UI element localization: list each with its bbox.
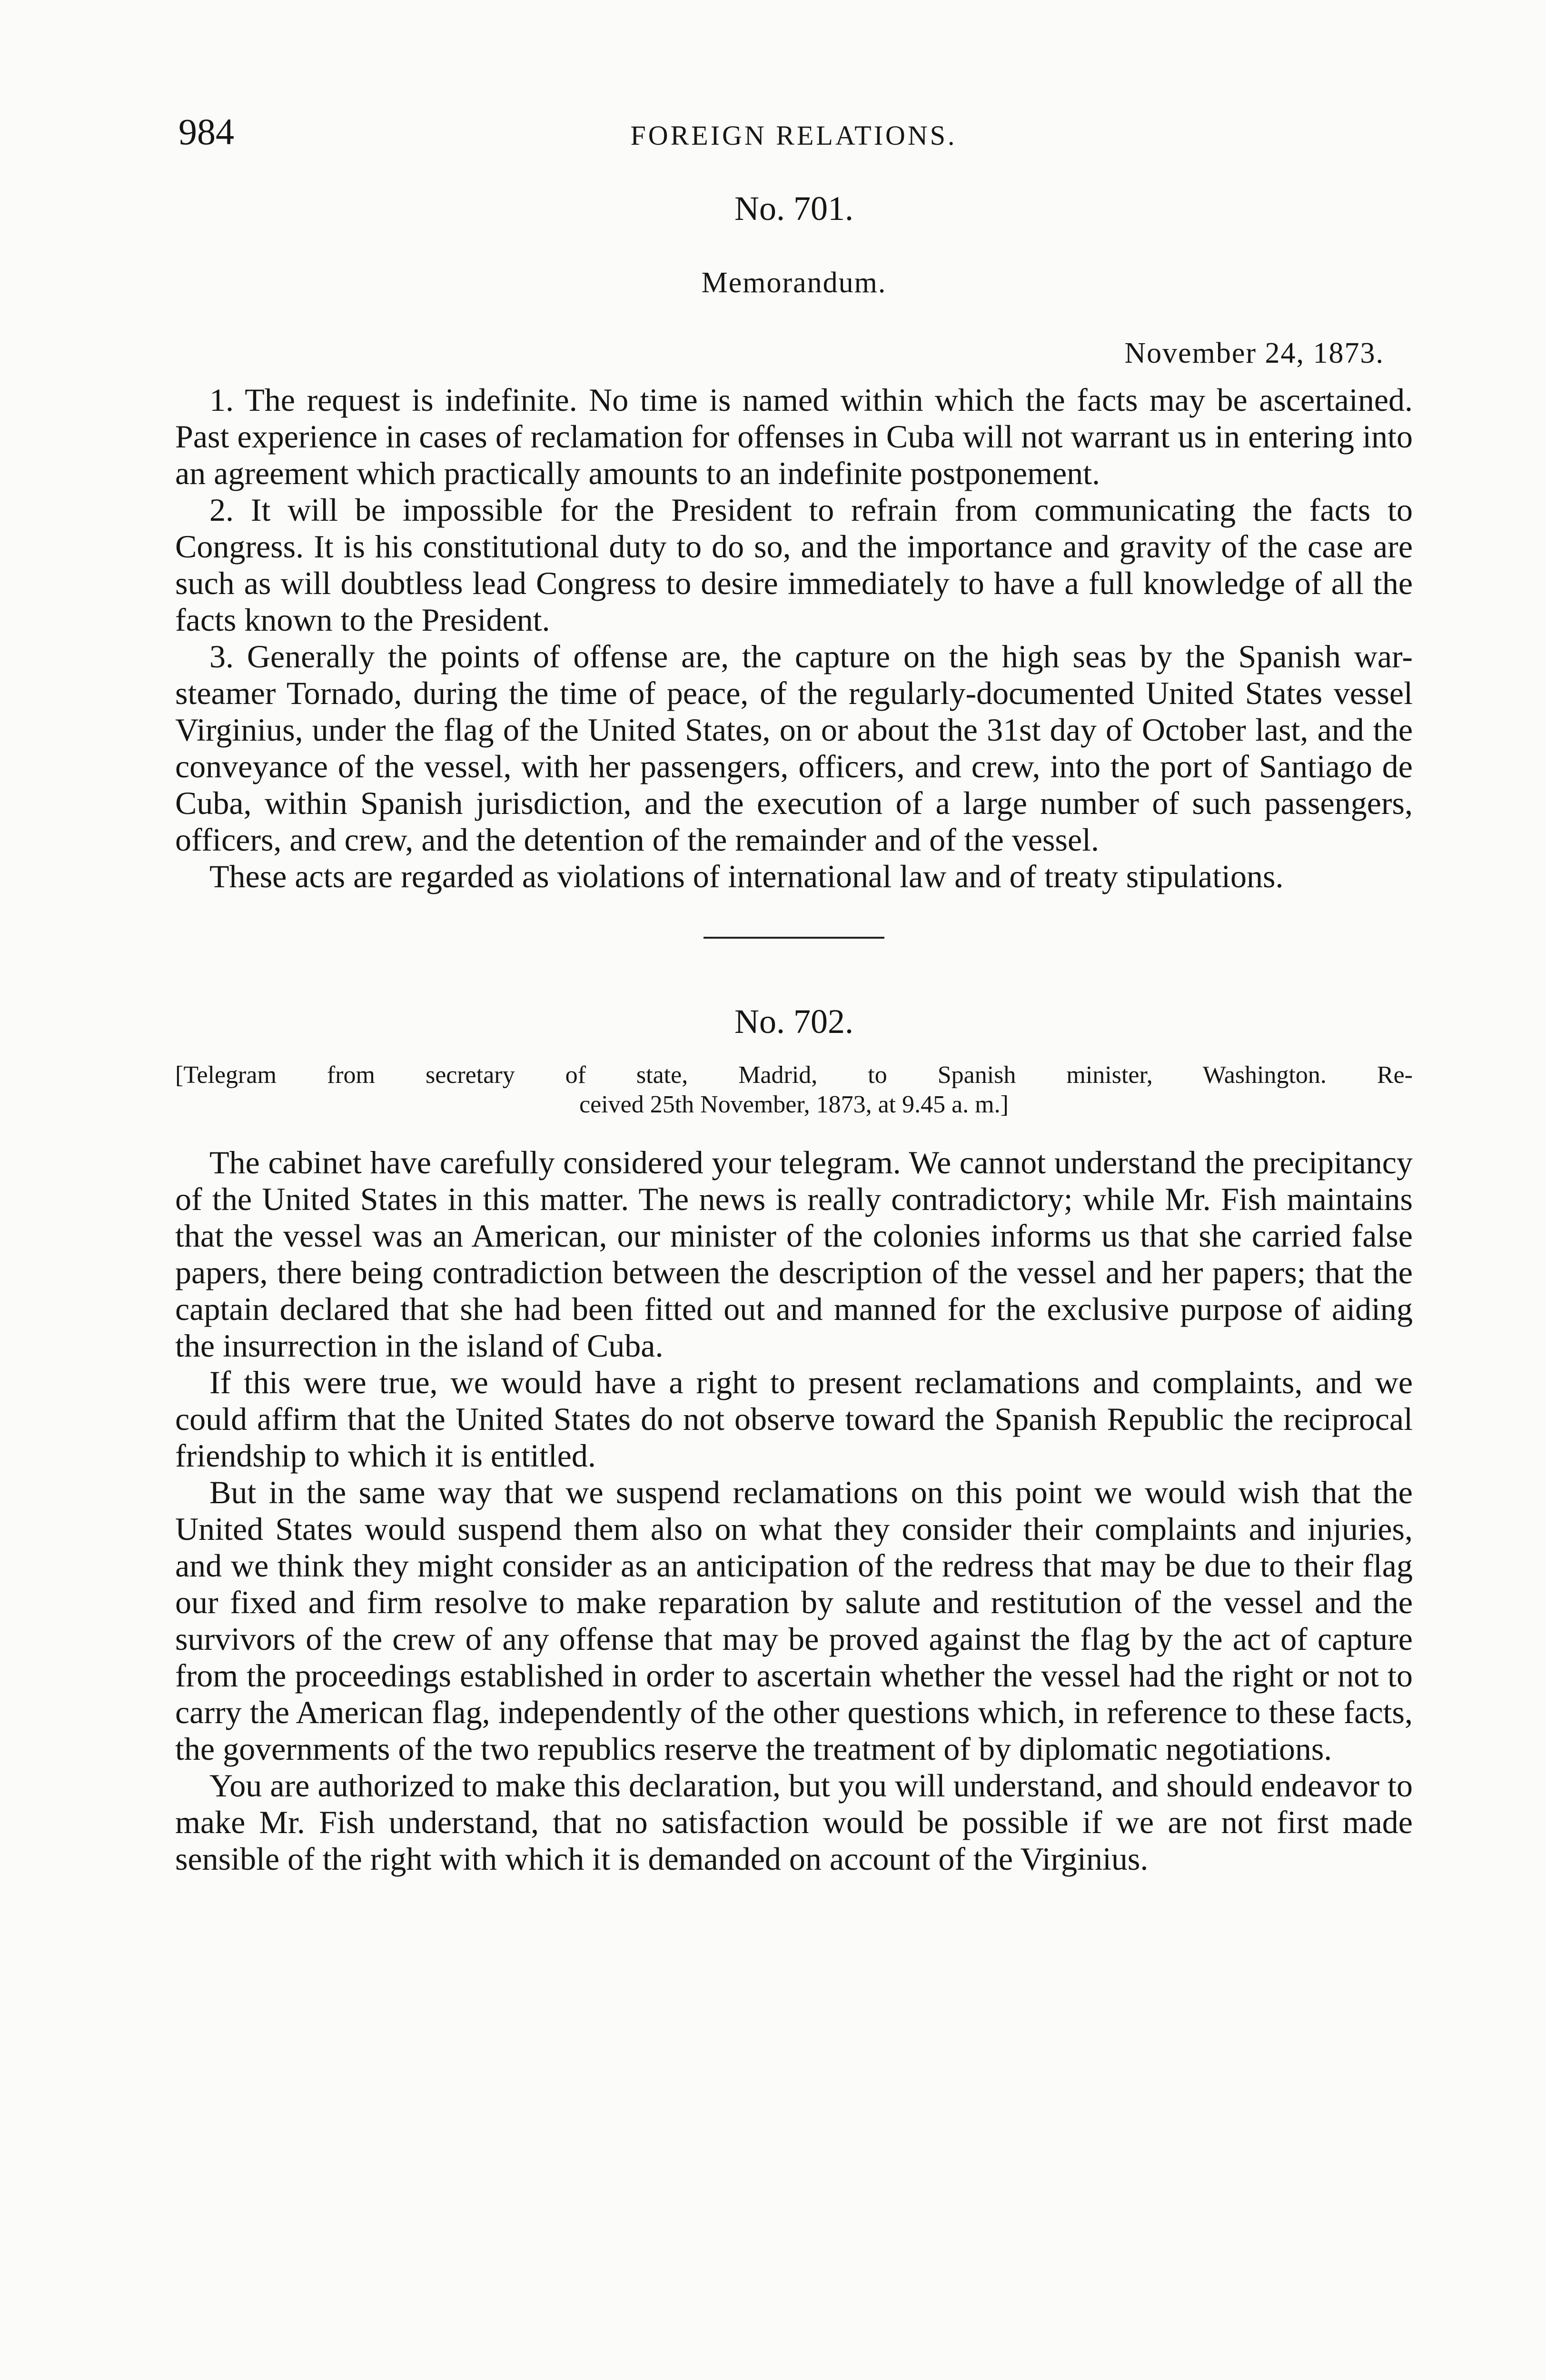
document-701 — [175, 187, 1413, 895]
document-number: No. 702. — [734, 1002, 853, 1041]
paragraph: You are authorized to make this declaration, but you will understand, and should endeavor to make Mr. Fish understand, that no satisfaction would be possible if we are not first made sensible of the right with which it is demanded on account of the Virginius. — [175, 1767, 1413, 1877]
paragraph: These acts are regarded as violations of international law and of treaty stipulations. — [209, 858, 1284, 894]
document-number: No. 701. — [734, 189, 853, 228]
paragraph: The cabinet have carefully considered your telegram. We cannot understand the precipitancy of the United States in this matter. The news is really contradictory; while Mr. Fish maintains that the vessel was an American, our minister of the colonies informs us that she carried false papers, there being contradiction between the description of the vessel and her papers; that the captain declared that she had been fitted out and manned for the exclusive purpose of aiding the insurrection in the island of Cuba. — [175, 1144, 1413, 1364]
paragraph: If this were true, we would have a right to present reclamations and complaints, and we could affirm that the United States do not observe toward the Spanish Republic the reciprocal friendship to which it is entitled. — [175, 1364, 1413, 1474]
paragraph: 3. Generally the points of offense are, the capture on the high seas by the Spanish war-steamer Tornado, during the time of peace, of the regularly-documented United States vessel Virginius, under the flag of the United States, on or about the 31st day of October last, and the conveyance of the vessel, with her passengers, officers, and crew, into the port of Santiago de Cuba, within Spanish jurisdiction, and the execution of a large number of such passengers, officers, and crew, and the detention of the remainder and of the vessel. — [175, 638, 1413, 858]
document-caption — [175, 1061, 1413, 1120]
page-number: 984 — [178, 111, 234, 152]
page-content — [175, 187, 1413, 1877]
running-head: FOREIGN RELATIONS. — [630, 120, 957, 151]
document-title: Memorandum. — [701, 267, 887, 299]
caption-line: [Telegram from secretary of state, Madrid, to Spanish minister, Washington. Re- — [175, 1061, 1413, 1089]
paragraph: But in the same way that we suspend reclamations on this point we would wish that the United States would suspend them also on what they consider their complaints and injuries, and we think they might consider as an anticipation of the redress that may be due to their flag our fixed and firm resolve to make reparation by salute and restitution of the vessel and the survivors of the crew of any offense that may be proved against the flag by the act of capture from the proceedings established in order to ascertain whether the vessel had the right or not to carry the American flag, independently of the other questions which, in reference to these facts, the governments of the two republics reserve the treatment of by diplomatic negotiations. — [175, 1474, 1413, 1767]
section-divider — [704, 937, 884, 939]
paragraph: 2. It will be impossible for the President to refrain from communicating the facts to Congress. It is his constitutional duty to do so, and the importance and gravity of the case are such as will doubtless lead Congress to desire immediately to have a full knowledge of all the facts known to the President. — [175, 492, 1413, 638]
document-702 — [175, 1000, 1413, 1877]
document-date: November 24, 1873. — [1124, 337, 1384, 369]
page-header — [178, 106, 1409, 158]
paragraph: 1. The request is indefinite. No time is named within which the facts may be ascertained. Past experience in cases of reclamation for offenses in Cuba will not warrant us in entering into an agreement which practically amounts to an indefinite postponement. — [175, 382, 1413, 491]
caption-line: ceived 25th November, 1873, at 9.45 a. m.] — [579, 1091, 1009, 1118]
